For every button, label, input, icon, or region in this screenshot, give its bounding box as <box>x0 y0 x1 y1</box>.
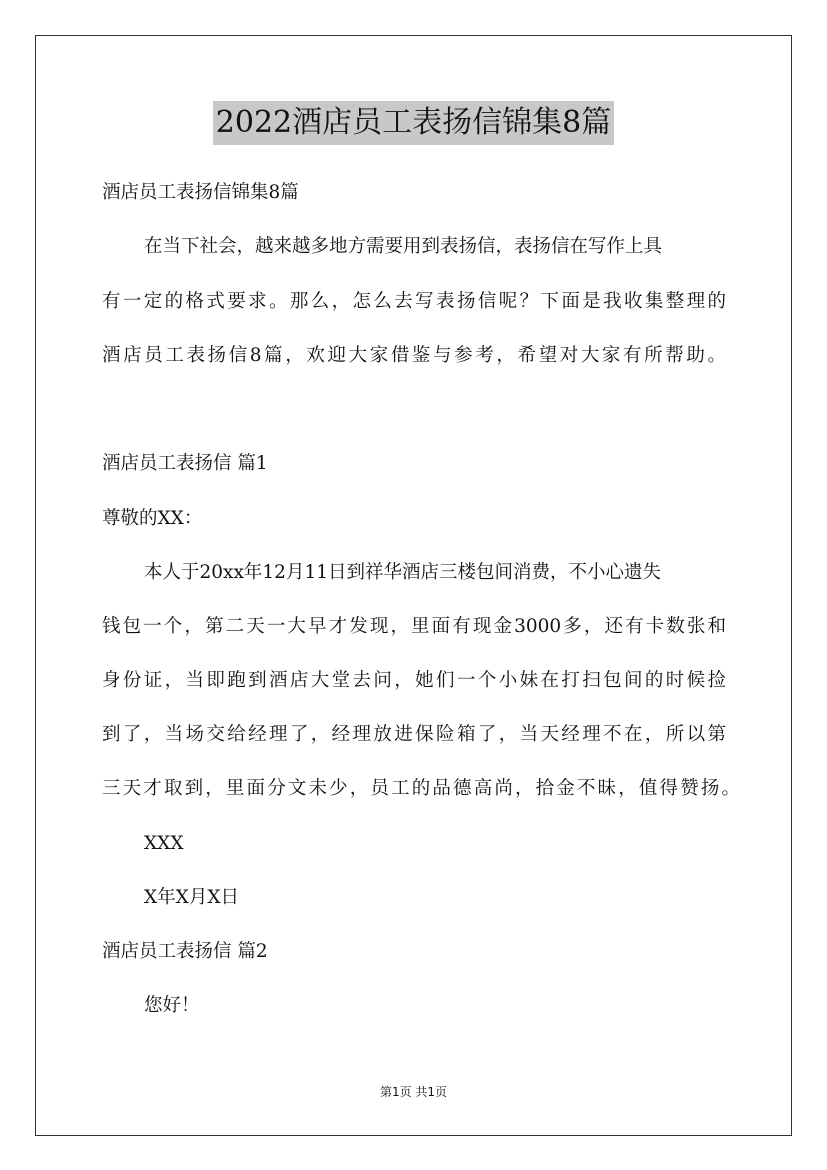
intro-line-1: 在当下社会，越来越多地方需要用到表扬信，表扬信在写作上具 <box>144 236 663 257</box>
letter-line-4: 到了，当场交给经理了，经理放进保险箱了，当天经理不在，所以第 <box>102 724 726 745</box>
intro-line-2: 有一定的格式要求。那么，怎么去写表扬信呢？下面是我收集整理的 <box>102 291 726 312</box>
title-wrap <box>0 101 827 145</box>
section1-heading: 酒店员工表扬信 篇1 <box>102 453 268 474</box>
salutation: 尊敬的XX： <box>102 508 203 529</box>
letter-line-2: 钱包一个，第二天一大早才发现，里面有现金3000多，还有卡数张和 <box>102 616 726 637</box>
document-title: 2022酒店员工表扬信锦集8篇 <box>213 101 614 145</box>
letter-line-3: 身份证，当即跑到酒店大堂去问，她们一个小妹在打扫包间的时候捡 <box>102 670 726 691</box>
signature-date: X年X月X日 <box>144 887 240 908</box>
section2-heading: 酒店员工表扬信 篇2 <box>102 941 268 962</box>
letter-line-1: 本人于20xx年12月11日到祥华酒店三楼包间消费，不小心遗失 <box>144 562 661 583</box>
signature: XXX <box>144 833 184 854</box>
letter-line-5: 三天才取到，里面分文未少，员工的品德高尚，拾金不昧，值得赞扬。 <box>102 778 740 799</box>
intro-line-3: 酒店员工表扬信8篇，欢迎大家借鉴与参考，希望对大家有所帮助。 <box>102 345 726 366</box>
subtitle: 酒店员工表扬信锦集8篇 <box>102 182 299 203</box>
page-footer: 第1页 共1页 <box>379 1085 448 1099</box>
section2-greeting: 您好！ <box>144 995 200 1016</box>
